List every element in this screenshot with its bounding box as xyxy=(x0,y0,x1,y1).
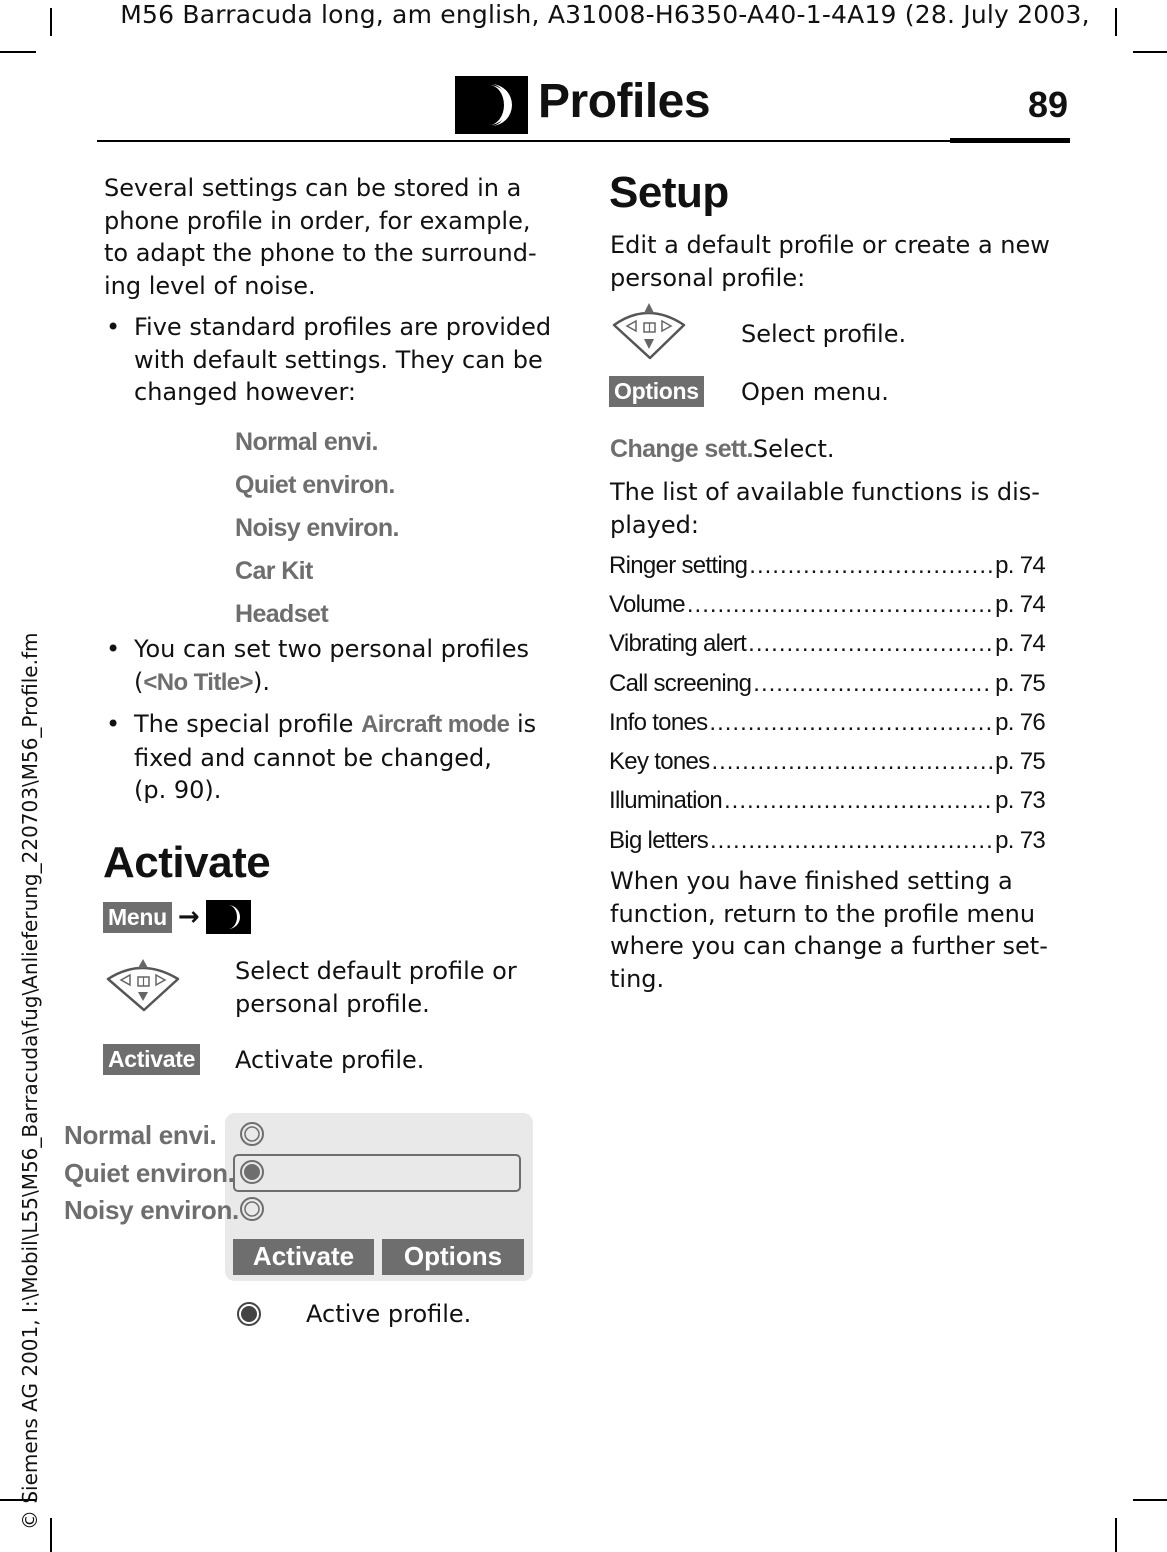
bullet-aircraft-mode xyxy=(104,708,564,807)
list-item: Noisy environ. xyxy=(235,514,399,542)
text-line: personal profile. xyxy=(235,989,430,1018)
header-rule-thick xyxy=(950,138,1070,143)
screen-softkey-activate: Activate xyxy=(233,1239,374,1275)
list-intro xyxy=(610,476,1070,541)
setup-intro xyxy=(610,229,1070,294)
toc-entry: Vibrating alert ..... p. 74 xyxy=(609,630,1045,662)
crop-mark xyxy=(1115,8,1117,36)
text-line: personal profile: xyxy=(610,263,806,292)
activate-softkey-row xyxy=(103,1044,200,1075)
text-line: changed however: xyxy=(134,378,356,406)
text-line: with default settings. They can be xyxy=(134,345,543,374)
menu-path xyxy=(103,900,251,934)
profile-logo-icon xyxy=(455,76,528,134)
text-line: When you have finished setting a xyxy=(610,867,1013,895)
radio-selected-icon xyxy=(238,1158,266,1190)
crop-mark xyxy=(50,8,52,36)
toc-entry: Call screening ..... p. 75 xyxy=(609,670,1045,702)
page-number: 89 xyxy=(1027,84,1068,125)
active-profile-icon xyxy=(235,1300,263,1332)
list-item: Car Kit xyxy=(235,557,313,585)
screen-item-quiet: Quiet environ. xyxy=(64,1158,235,1188)
bullet-dot: • xyxy=(106,635,121,663)
text-line: Several settings can be stored in a xyxy=(104,174,522,202)
standard-profile-list xyxy=(235,421,399,636)
arrow-icon: → xyxy=(177,902,200,932)
text-line: The list of available functions is dis- xyxy=(610,478,1040,506)
text-line: fixed and cannot be changed, xyxy=(134,743,492,772)
outro-paragraph xyxy=(610,865,1070,995)
header-rule xyxy=(97,140,950,142)
toc-entry: Volume ..... p. 74 xyxy=(609,591,1045,623)
page-title: Profiles xyxy=(538,75,711,128)
screen-item-noisy: Noisy environ. xyxy=(64,1195,239,1225)
activate-softkey: Activate xyxy=(103,1044,200,1075)
list-item: Headset xyxy=(235,600,329,628)
nav-instruction xyxy=(235,955,517,1020)
crop-mark xyxy=(0,51,36,53)
text-line: You can set two personal profiles xyxy=(134,635,529,663)
section-heading-setup: Setup xyxy=(609,168,729,217)
text-line: to adapt the phone to the surround- xyxy=(104,239,537,267)
navigation-key-icon xyxy=(104,953,182,1017)
open-menu-text: Open menu. xyxy=(741,378,889,406)
toc-entry: Illumination ..... p. 73 xyxy=(609,787,1045,819)
screen-softkey-options: Options xyxy=(382,1239,524,1275)
select-profile-text: Select profile. xyxy=(741,320,907,348)
bullet-personal-profiles xyxy=(104,633,564,699)
menu-softkey: Menu xyxy=(103,902,172,933)
text-line: phone profile in order, for example, xyxy=(104,206,531,235)
text-line: (p. 90). xyxy=(134,776,222,804)
options-softkey: Options xyxy=(609,376,704,407)
toc-entry: Info tones ..... p. 76 xyxy=(609,709,1045,741)
radio-empty-icon xyxy=(238,1195,266,1227)
radio-empty-icon xyxy=(238,1120,266,1152)
text-line: function, return to the profile menu xyxy=(610,899,1036,928)
text-line: played: xyxy=(610,510,699,539)
screen-item-normal: Normal envi. xyxy=(64,1120,217,1150)
bullet-dot: • xyxy=(106,313,121,341)
navigation-key-icon xyxy=(610,297,688,365)
toc-entry: Big letters ..... p. 73 xyxy=(609,827,1045,859)
section-heading-activate: Activate xyxy=(103,838,271,887)
crop-mark xyxy=(1115,1518,1117,1552)
active-profile-desc: Active profile. xyxy=(306,1300,472,1328)
crop-mark xyxy=(1133,1499,1167,1501)
list-item: Quiet environ. xyxy=(235,471,395,499)
change-settings-row: Change sett.Select. xyxy=(610,435,835,463)
text-line: ing level of noise. xyxy=(104,271,316,300)
text-line: where you can change a further set- xyxy=(610,932,1048,960)
list-item: Normal envi. xyxy=(235,428,378,456)
running-header: M56 Barracuda long, am english, A31008-H6350-A40-1-4A19 (28. July 2003, xyxy=(120,0,1090,29)
crop-mark xyxy=(50,1518,52,1552)
bullet-dot: • xyxy=(106,710,121,738)
toc-entry: Ringer setting ..... p. 74 xyxy=(609,552,1045,584)
text-line: The special profile Aircraft mode is xyxy=(134,710,537,738)
text-line: Edit a default profile or create a new xyxy=(610,231,1050,259)
toc-entry: Key tones ..... p. 75 xyxy=(609,748,1045,780)
text-line: ting. xyxy=(610,964,665,993)
activate-instruction: Activate profile. xyxy=(235,1046,425,1074)
profile-small-icon xyxy=(206,900,251,934)
text-line: Select default profile or xyxy=(235,957,517,985)
options-softkey-row xyxy=(609,376,704,407)
text-line: Five standard profiles are provided xyxy=(134,313,552,341)
screen-selection-frame xyxy=(233,1154,521,1192)
inline-menu-term: Aircraft mode xyxy=(361,711,510,738)
intro-paragraph xyxy=(104,172,564,302)
inline-menu-term: <No Title> xyxy=(143,668,253,696)
inline-menu-term: Change sett. xyxy=(610,435,753,463)
bullet-standard-profiles xyxy=(104,311,564,409)
side-file-path: © Siemens AG 2001, I:\Mobil\L55\M56_Barracuda\fug\Anlieferung_220703\M56_Profile.fm xyxy=(18,632,42,1530)
crop-mark xyxy=(1133,51,1167,53)
text-line: (<No Title>). xyxy=(134,667,270,696)
